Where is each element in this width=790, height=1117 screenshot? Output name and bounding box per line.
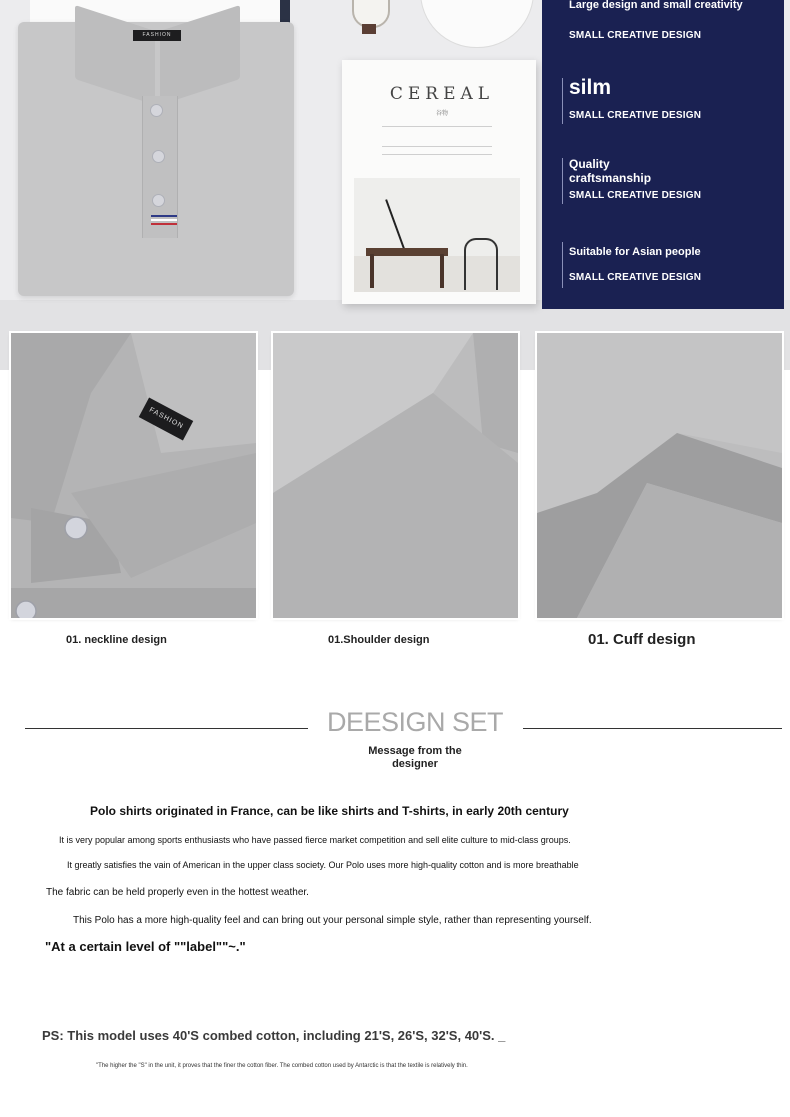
feature-title: silm [569, 76, 612, 99]
hero-banner [0, 0, 790, 370]
placket-stripe [151, 219, 177, 221]
desk-icon [366, 248, 448, 256]
watch-strap [362, 24, 376, 34]
placket-stripe [151, 215, 177, 217]
button-icon [150, 104, 163, 117]
section-title: DEESIGN SET [326, 707, 504, 737]
description-paragraph: It greatly satisfies the vain of American in the upper class society. Our Polo uses more high-quality cotton and is more breathable [67, 860, 579, 870]
magazine-text-line [382, 126, 492, 127]
polo-neck-tag: FASHION [133, 30, 181, 41]
button-icon [152, 194, 165, 207]
feature-title: Large design and small creativity [569, 0, 743, 11]
neckline-photo [11, 333, 256, 618]
chair-icon [464, 238, 498, 290]
button-icon [152, 150, 165, 163]
coffee-cup-icon [420, 0, 534, 48]
feature-divider [562, 242, 563, 288]
description-quote: "At a certain level of ""label""~." [45, 939, 246, 954]
cuff-photo [537, 333, 782, 618]
shoulder-photo [273, 333, 518, 618]
cuff-illustration [537, 333, 782, 618]
description-paragraph: The fabric can be held properly even in the hottest weather. [46, 887, 309, 898]
feature-subtitle: SMALL CREATIVE DESIGN [569, 190, 702, 201]
ps-note: PS: This model uses 40'S combed cotton, including 21'S, 26'S, 32'S, 40'S. _ [42, 1028, 506, 1043]
magazine-cover-photo [354, 178, 520, 292]
feature-divider [562, 158, 563, 204]
magazine-subtitle: 谷物 [435, 111, 448, 117]
magazine-text-line [382, 146, 492, 147]
feature-divider [562, 78, 563, 124]
description-paragraph: It is very popular among sports enthusiasts who have passed fierce market competition and sell elite culture to mid-class groups. [59, 835, 571, 845]
feature-subtitle: SMALL CREATIVE DESIGN [569, 110, 702, 121]
feature-panel [542, 0, 784, 309]
shoulder-illustration [273, 333, 518, 618]
magazine-text-line [382, 154, 492, 155]
desk-leg [440, 254, 444, 288]
section-subtitle: Message from the designer [368, 745, 462, 770]
placket-stripe [151, 223, 177, 225]
section-divider-right [523, 728, 782, 729]
desk-leg [370, 254, 374, 288]
section-divider-left [25, 728, 308, 729]
caption-neckline: 01. neckline design [66, 634, 167, 646]
fashion-label: FASHION [139, 398, 193, 441]
feature-subtitle: SMALL CREATIVE DESIGN [569, 272, 702, 283]
feature-subtitle: SMALL CREATIVE DESIGN [569, 30, 702, 41]
feature-title: Suitable for Asian people [569, 246, 701, 258]
ps-footnote: "The higher the "S" in the unit, it proves that the finer the cotton fiber. The combed cotton used by Antarctic is that the textile is relatively thin. [96, 1063, 468, 1069]
neckline-illustration [11, 333, 256, 618]
magazine [342, 60, 536, 304]
feature-title: Quality craftsmanship [569, 157, 652, 185]
magazine-title: CEREAL [389, 84, 495, 104]
description-paragraph: This Polo has a more high-quality feel and can bring out your personal simple style, rather than representing yourself. [73, 915, 592, 926]
description-paragraph: Polo shirts originated in France, can be like shirts and T-shirts, in early 20th century [90, 804, 569, 818]
caption-cuff: 01. Cuff design [588, 631, 696, 648]
caption-shoulder: 01.Shoulder design [328, 634, 430, 646]
